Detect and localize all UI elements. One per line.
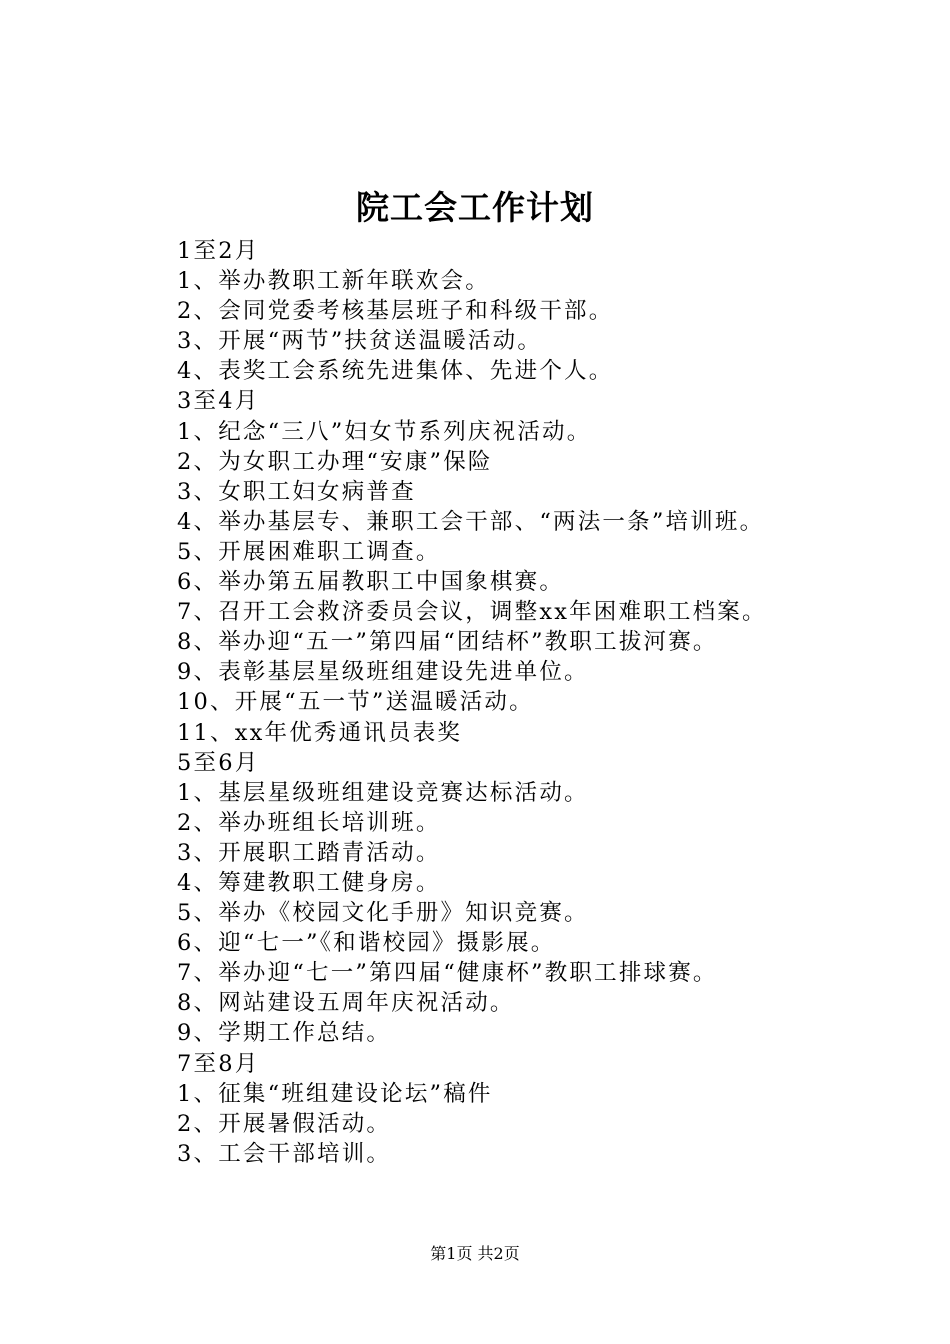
list-item: 6、迎“七一”《和谐校园》摄影展。 xyxy=(177,930,556,957)
list-item: 8、举办迎“五一”第四届“团结杯”教职工拔河赛。 xyxy=(177,629,718,656)
list-item: 1、纪念“三八”妇女节系列庆祝活动。 xyxy=(177,418,592,445)
list-item: 5、举办《校园文化手册》知识竞赛。 xyxy=(177,900,589,927)
document-body xyxy=(177,236,897,1169)
list-item: 4、举办基层专、兼职工会干部、“两法一条”培训班。 xyxy=(177,508,765,535)
list-item: 4、表奖工会系统先进集体、先进个人。 xyxy=(177,358,614,385)
list-item: 2、会同党委考核基层班子和科级干部。 xyxy=(177,298,614,325)
list-item: 9、表彰基层星级班组建设先进单位。 xyxy=(177,659,589,686)
list-item: 3、开展职工踏青活动。 xyxy=(177,839,441,866)
list-item: 10、开展“五一节”送温暖活动。 xyxy=(177,689,534,716)
section-heading: 5至6月 xyxy=(177,749,260,776)
list-item: 1、征集“班组建设论坛”稿件 xyxy=(177,1080,493,1107)
list-item: 5、开展困难职工调查。 xyxy=(177,538,441,565)
list-item: 9、学期工作总结。 xyxy=(177,1020,392,1047)
list-item: 1、基层星级班组建设竞赛达标活动。 xyxy=(177,779,589,806)
list-item: 4、筹建教职工健身房。 xyxy=(177,869,441,896)
section-heading: 1至2月 xyxy=(177,238,260,264)
list-item: 11、xx年优秀通讯员表奖 xyxy=(177,719,463,746)
page-footer: 第1页 共2页 xyxy=(430,1244,520,1263)
list-item: 1、举办教职工新年联欢会。 xyxy=(177,268,490,295)
list-item: 3、工会干部培训。 xyxy=(177,1140,392,1167)
section-heading: 3至4月 xyxy=(177,388,260,415)
list-item: 3、开展“两节”扶贫送温暖活动。 xyxy=(177,328,543,355)
document-title: 院工会工作计划 xyxy=(356,188,594,227)
list-item: 2、为女职工办理“安康”保险 xyxy=(177,448,493,475)
list-item: 2、开展暑假活动。 xyxy=(177,1110,392,1137)
list-item: 7、召开工会救济委员会议，调整xx年困难职工档案。 xyxy=(177,599,767,626)
list-item: 6、举办第五届教职工中国象棋赛。 xyxy=(177,569,565,596)
list-item: 2、举办班组长培训班。 xyxy=(177,809,441,836)
section-heading: 7至8月 xyxy=(177,1050,260,1077)
list-item: 8、网站建设五周年庆祝活动。 xyxy=(177,990,515,1017)
list-item: 7、举办迎“七一”第四届“健康杯”教职工排球赛。 xyxy=(177,960,718,987)
list-item: 3、女职工妇女病普查 xyxy=(177,478,416,505)
